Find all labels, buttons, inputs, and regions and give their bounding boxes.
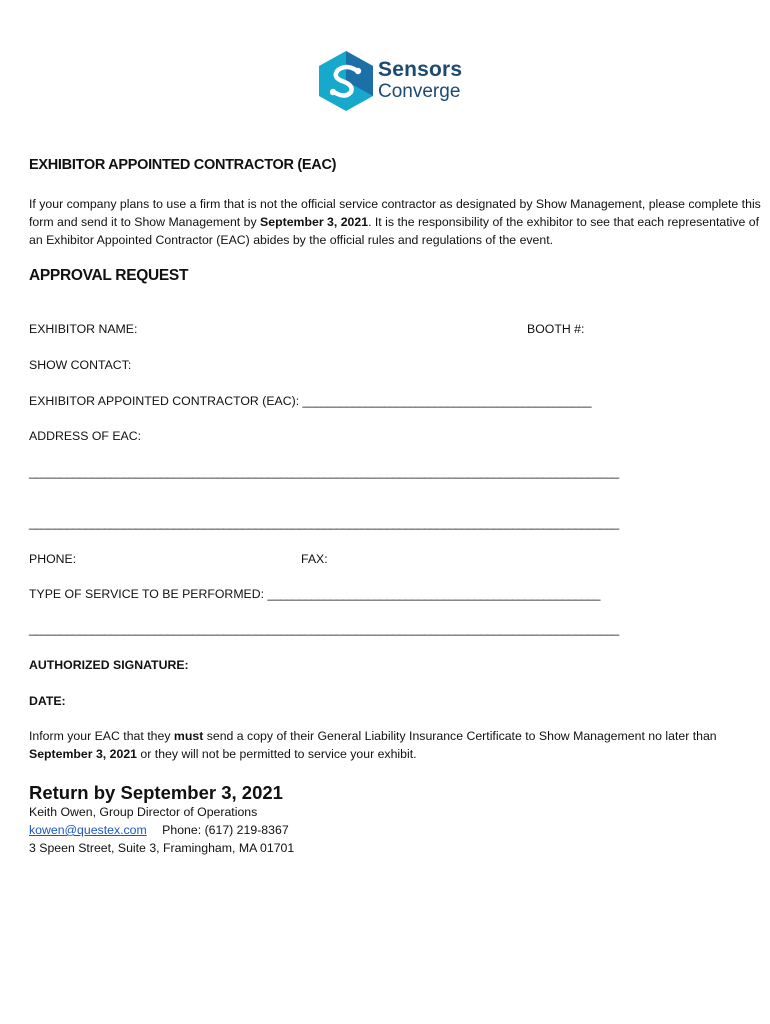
address-label: ADDRESS OF EAC: [29, 429, 142, 443]
eac-field[interactable] [29, 394, 591, 408]
eac-line: ______________________________________________ [302, 394, 592, 408]
intro-deadline: September 3, 2021 [260, 215, 369, 229]
show-contact-field[interactable]: SHOW CONTACT: [29, 358, 132, 372]
logo-text-sensors: Sensors [378, 58, 463, 81]
form-title: EXHIBITOR APPOINTED CONTRACTOR (EAC) [29, 157, 337, 173]
phone-field[interactable]: PHONE: [29, 552, 77, 566]
eac-label: EXHIBITOR APPOINTED CONTRACTOR (EAC): [29, 394, 300, 408]
notice-paragraph [29, 727, 764, 763]
notice-text: Inform your EAC that they [29, 729, 174, 743]
approval-heading: APPROVAL REQUEST [29, 267, 189, 284]
logo-text-converge: Converge [378, 81, 461, 102]
notice-text-3: or they will not be permitted to service your exhibit. [137, 747, 417, 761]
notice-deadline: September 3, 2021 [29, 747, 138, 761]
exhibitor-name-field[interactable]: EXHIBITOR NAME: [29, 322, 138, 336]
date-field[interactable]: DATE: [29, 694, 66, 708]
service-line-2[interactable]: ______________________________________________________________________________________________ [29, 622, 619, 636]
contact-email-phone [29, 823, 289, 837]
notice-must: must [173, 729, 204, 743]
contact-email-link[interactable]: kowen@questex.com [29, 823, 147, 837]
service-field[interactable] [29, 587, 600, 601]
booth-field[interactable]: BOOTH #: [527, 322, 585, 336]
intro-text: If your company plans to use a firm that is not the official service contractor as designated by Show Management, please complete this form and send it to Show Management by [29, 197, 761, 229]
service-line: _____________________________________________________ [267, 587, 600, 601]
intro-text-2: . It is the responsibility of the exhibitor to see that each representative of an Exhibitor Appointed Contractor (EAC) abides by the official rules and regulations of the event. [29, 215, 760, 247]
contact-name: Keith Owen, Group Director of Operations [29, 805, 258, 819]
service-label: TYPE OF SERVICE TO BE PERFORMED: [29, 587, 265, 601]
intro-paragraph [29, 195, 764, 249]
hexagon-logo-icon [318, 50, 374, 112]
sensors-converge-logo [318, 48, 478, 114]
address-line-1[interactable]: ______________________________________________________________________________________________ [29, 465, 619, 479]
return-heading: Return by September 3, 2021 [29, 782, 283, 803]
contact-phone: Phone: (617) 219-8367 [162, 823, 289, 837]
fax-field[interactable]: FAX: [301, 552, 328, 566]
signature-field[interactable]: AUTHORIZED SIGNATURE: [29, 658, 189, 672]
address-line-2[interactable]: ______________________________________________________________________________________________ [29, 516, 619, 530]
contact-address: 3 Speen Street, Suite 3, Framingham, MA 01701 [29, 841, 295, 855]
notice-text-2: send a copy of their General Liability Insurance Certificate to Show Management no later than [203, 729, 717, 743]
